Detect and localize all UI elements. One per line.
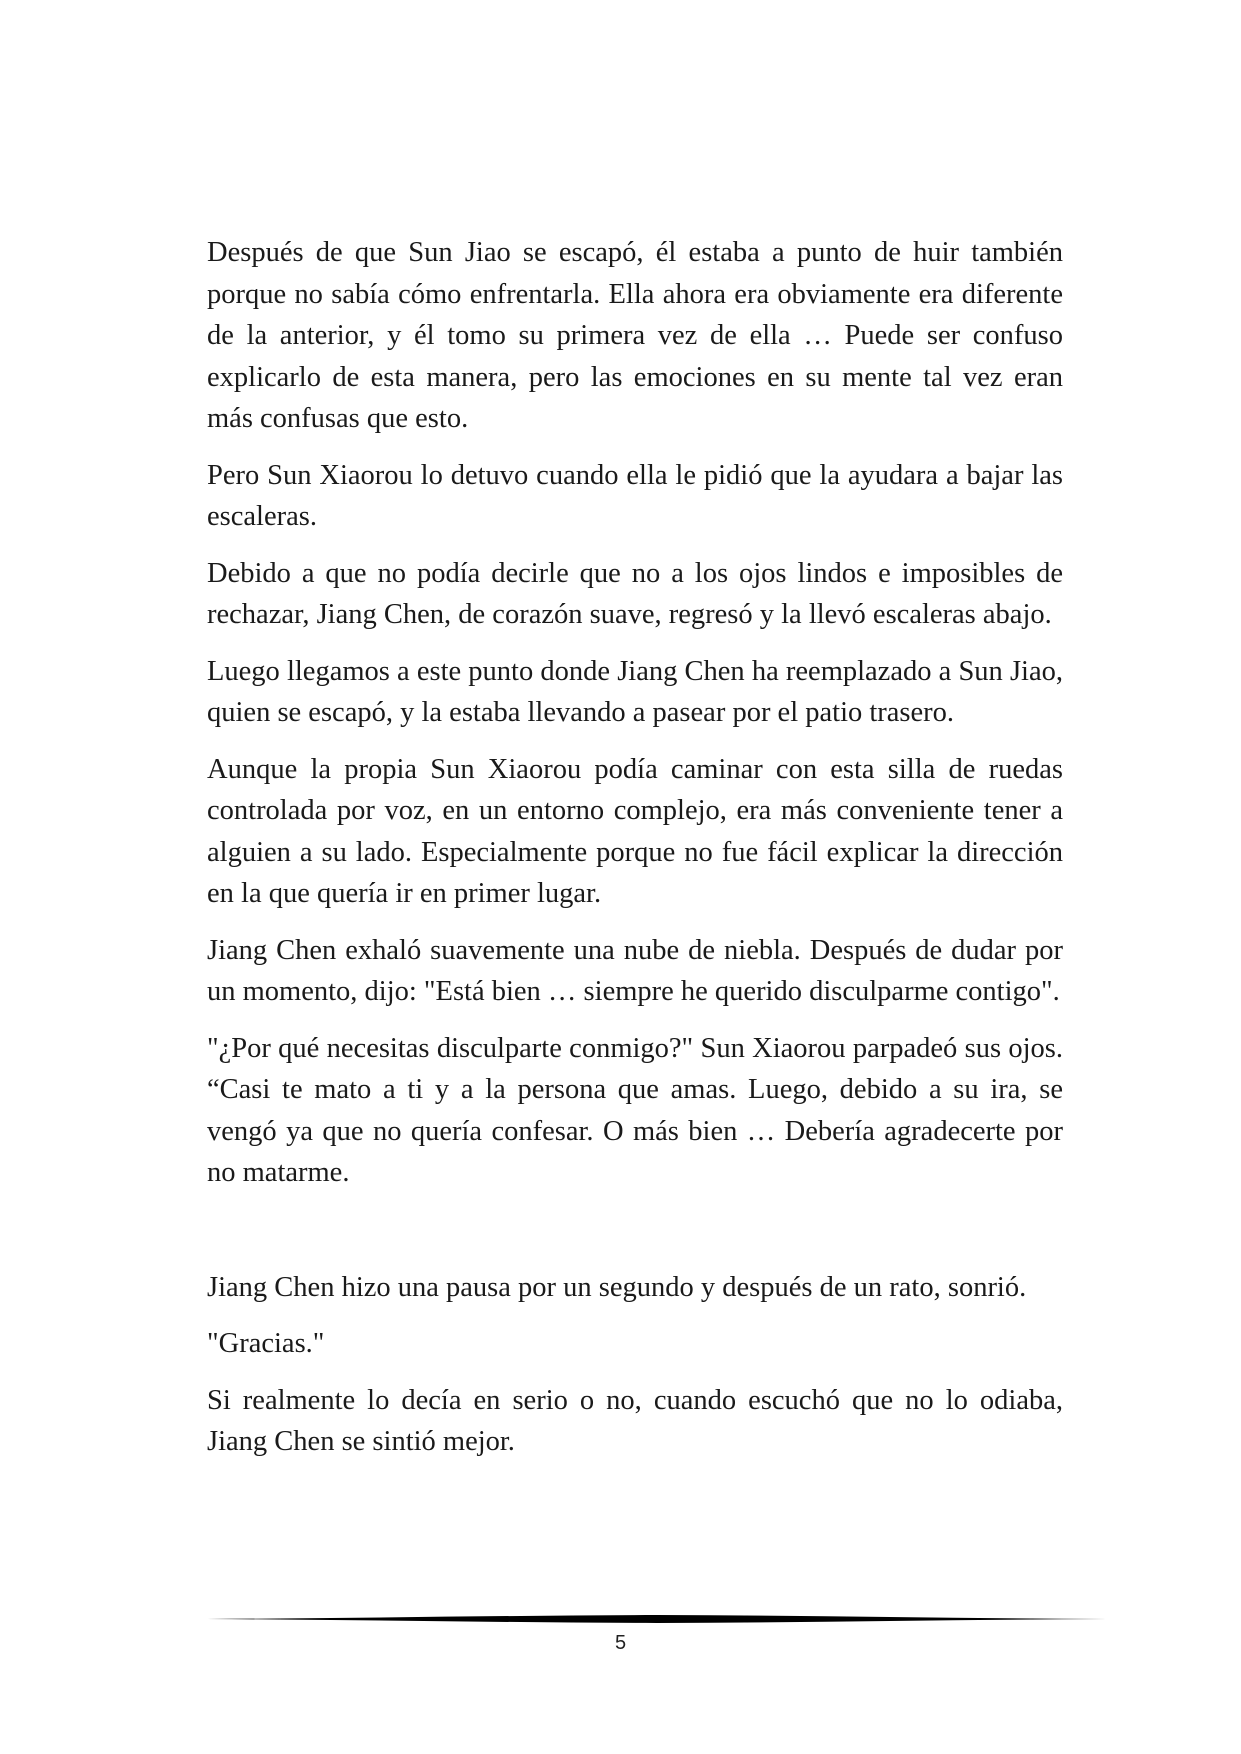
paragraph: Aunque la propia Sun Xiaorou podía caminar con esta silla de ruedas controlada por voz, en un entorno complejo, era más conveniente tener a alguien a su lado. Especialmente porque no fue fácil explicar la dirección en la que quería ir en primer lugar. (207, 753, 1063, 909)
paragraph: Jiang Chen hizo una pausa por un segundo y después de un rato, sonrió. (207, 1271, 1027, 1303)
paragraph: Debido a que no podía decirle que no a los ojos lindos e imposibles de rechazar, Jiang Chen, de corazón suave, regresó y la llevó escaleras abajo. (207, 557, 1063, 630)
paragraph: Jiang Chen exhaló suavemente una nube de niebla. Después de dudar por un momento, dijo: "Está bien … siempre he querido disculparme contigo". (207, 934, 1063, 1007)
paragraph: Después de que Sun Jiao se escapó, él estaba a punto de huir también porque no sabía cómo enfrentarla. Ella ahora era obviamente era diferente de la anterior, y él tomo su primera vez de ella … Puede ser confuso explicarlo de esta manera, pero las emociones en su mente tal vez eran más confusas que esto. (207, 237, 1063, 434)
paragraph: Pero Sun Xiaorou lo detuvo cuando ella le pidió que la ayudara a bajar las escaleras. (207, 459, 1063, 532)
paragraph: Si realmente lo decía en serio o no, cuando escuchó que no lo odiaba, Jiang Chen se sintió mejor. (207, 1384, 1063, 1457)
paragraph-gap (207, 1209, 1063, 1267)
page-number: 5 (614, 1632, 627, 1654)
paragraph: Luego llegamos a este punto donde Jiang Chen ha reemplazado a Sun Jiao, quien se escapó, y la estaba llevando a pasear por el patio trasero. (207, 655, 1063, 728)
paragraph: "Gracias." (207, 1328, 325, 1359)
body-text (207, 232, 1063, 1478)
footer-divider (207, 1612, 1107, 1626)
paragraph: "¿Por qué necesitas disculparte conmigo?" Sun Xiaorou parpadeó sus ojos. “Casi te mato a ti y a la persona que amas. Luego, debido a su ira, se vengó ya que no quería confesar. O más bien … Debería agradecerte por no matarme. (207, 1032, 1063, 1188)
